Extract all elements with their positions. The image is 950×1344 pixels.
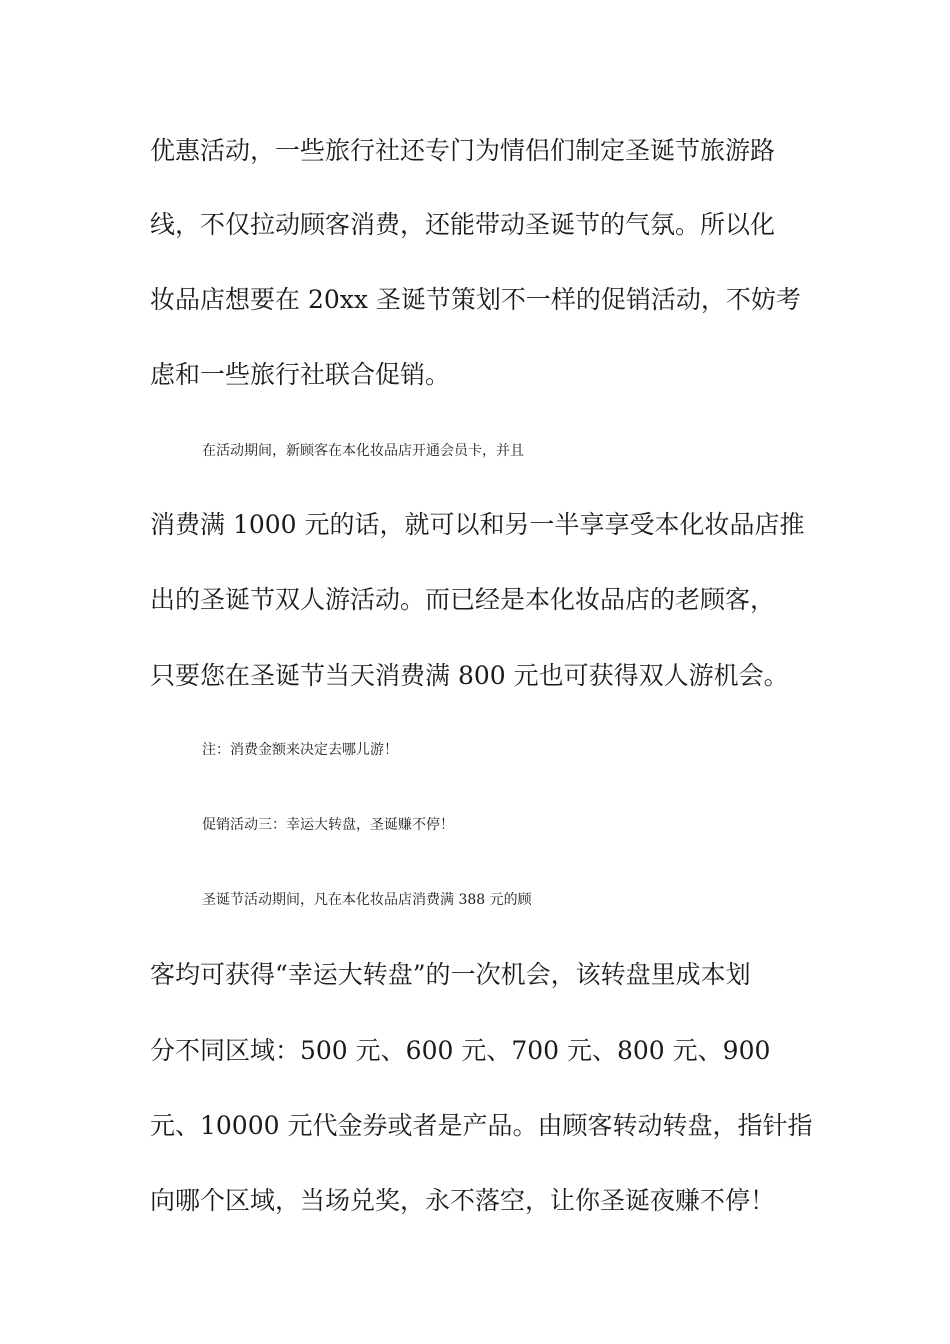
paragraph-line: 向哪个区域，当场兑奖，永不落空，让你圣诞夜赚不停！ bbox=[150, 1186, 776, 1215]
paragraph-line: 线，不仅拉动顾客消费，还能带动圣诞节的气氛。所以化 bbox=[150, 210, 776, 239]
paragraph-line: 分不同区域：500 元、600 元、700 元、800 元、900 bbox=[150, 1036, 771, 1065]
paragraph-line: 客均可获得“幸运大转盘”的一次机会，该转盘里成本划 bbox=[150, 960, 751, 989]
paragraph-line: 在活动期间，新顾客在本化妆品店开通会员卡，并且 bbox=[202, 443, 524, 459]
paragraph-line: 只要您在圣诞节当天消费满 800 元也可获得双人游机会。 bbox=[150, 661, 789, 690]
paragraph-line: 促销活动三：幸运大转盘，圣诞赚不停！ bbox=[202, 817, 454, 833]
paragraph-line: 消费满 1000 元的话，就可以和另一半享享受本化妆品店推 bbox=[150, 510, 805, 539]
paragraph-line: 优惠活动，一些旅行社还专门为情侣们制定圣诞节旅游路 bbox=[150, 136, 776, 165]
paragraph-line: 出的圣诞节双人游活动。而已经是本化妆品店的老顾客， bbox=[150, 585, 776, 614]
paragraph-line: 元、10000 元代金券或者是产品。由顾客转动转盘，指针指 bbox=[150, 1111, 813, 1140]
paragraph-line: 虑和一些旅行社联合促销。 bbox=[150, 360, 451, 389]
paragraph-line: 妆品店想要在 20xx 圣诞节策划不一样的促销活动，不妨考 bbox=[150, 285, 801, 314]
paragraph-line: 圣诞节活动期间，凡在本化妆品店消费满 388 元的顾 bbox=[202, 892, 532, 908]
paragraph-line: 注：消费金额来决定去哪儿游！ bbox=[202, 742, 398, 758]
